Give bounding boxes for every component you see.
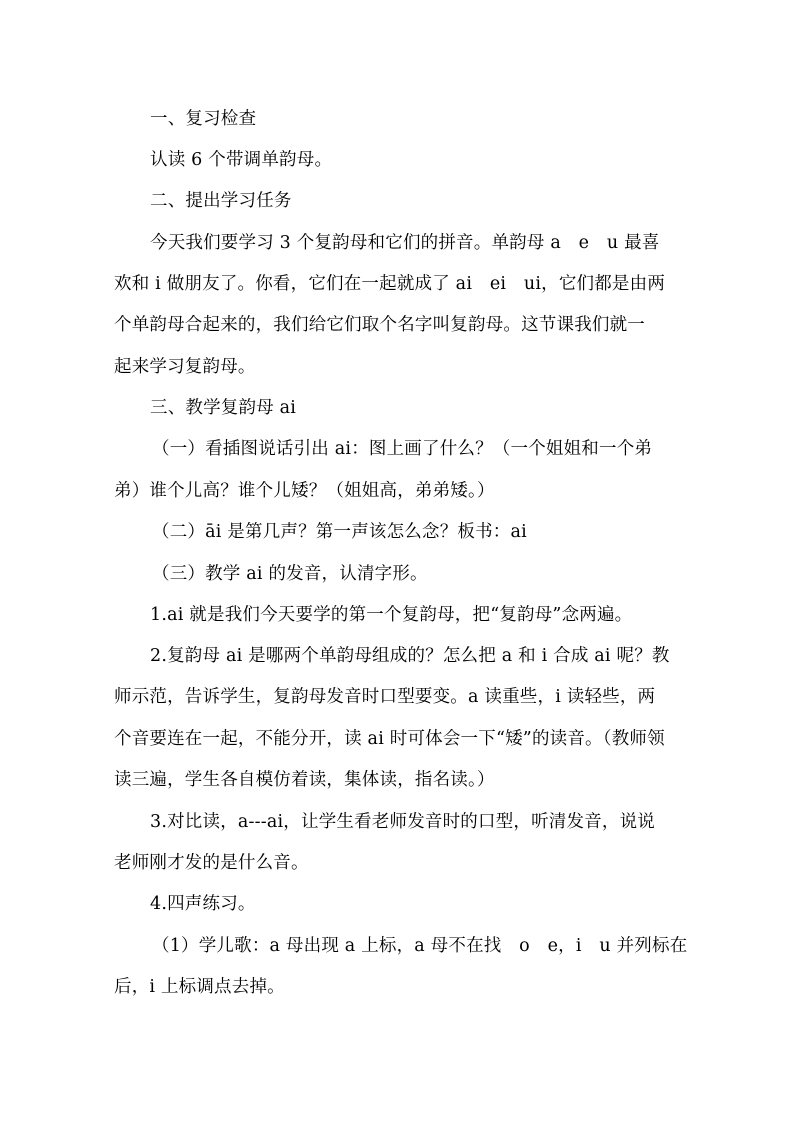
paragraph-line: （三）教学 ai 的发音，认清字形。 [152, 564, 428, 584]
paragraph-line: 弟）谁个儿高？谁个儿矮？（姐姐高，弟弟矮。） [114, 481, 495, 501]
paragraph-line: 4.四声练习。 [150, 894, 256, 914]
paragraph-line: （一）看插图说话引出 ai：图上画了什么？（一个姐姐和一个弟 [152, 439, 653, 459]
paragraph-line: 3.对比读，a---ai，让学生看老师发音时的口型，听清发音，说说 [150, 812, 655, 832]
paragraph-line: （二）āi 是第几声？第一声该怎么念？板书：ai [152, 522, 527, 542]
paragraph-line: 2.复韵母 ai 是哪两个单韵母组成的？怎么把 a 和 i 合成 ai 呢？教 [150, 646, 670, 666]
paragraph-line: （1）学儿歌：a 母出现 a 上标，a 母不在找 o e，i u 并列标在 [152, 936, 688, 956]
paragraph-line: 个音要连在一起，不能分开，读 ai 时可体会一下“矮”的读音。（教师领 [114, 729, 665, 749]
paragraph-line: 后，i 上标调点去掉。 [114, 977, 285, 997]
paragraph-line: 个单韵母合起来的，我们给它们取个名字叫复韵母。这节课我们就一 [114, 315, 645, 335]
heading-review: 一、复习检查 [150, 109, 257, 129]
heading-teach-ai: 三、教学复韵母 ai [150, 398, 297, 418]
paragraph-line: 老师刚才发的是什么音。 [114, 853, 309, 873]
paragraph-line: 读三遍，学生各自模仿着读，集体读，指名读。） [114, 770, 495, 790]
paragraph-line: 今天我们要学习 3 个复韵母和它们的拼音。单韵母 a e u 最喜 [150, 233, 660, 253]
paragraph-line: 师示范，告诉学生，复韵母发音时口型要变。a 读重些，i 读轻些，两 [114, 687, 656, 707]
paragraph-line: 1.ai 就是我们今天要学的第一个复韵母，把“复韵母”念两遍。 [150, 605, 633, 625]
heading-task: 二、提出学习任务 [150, 191, 292, 211]
paragraph-line: 起来学习复韵母。 [114, 357, 256, 377]
paragraph-line: 欢和 i 做朋友了。你看，它们在一起就成了 ai ei ui，它们都是由两 [114, 274, 666, 294]
paragraph-line: 认读 6 个带调单韵母。 [150, 150, 333, 170]
